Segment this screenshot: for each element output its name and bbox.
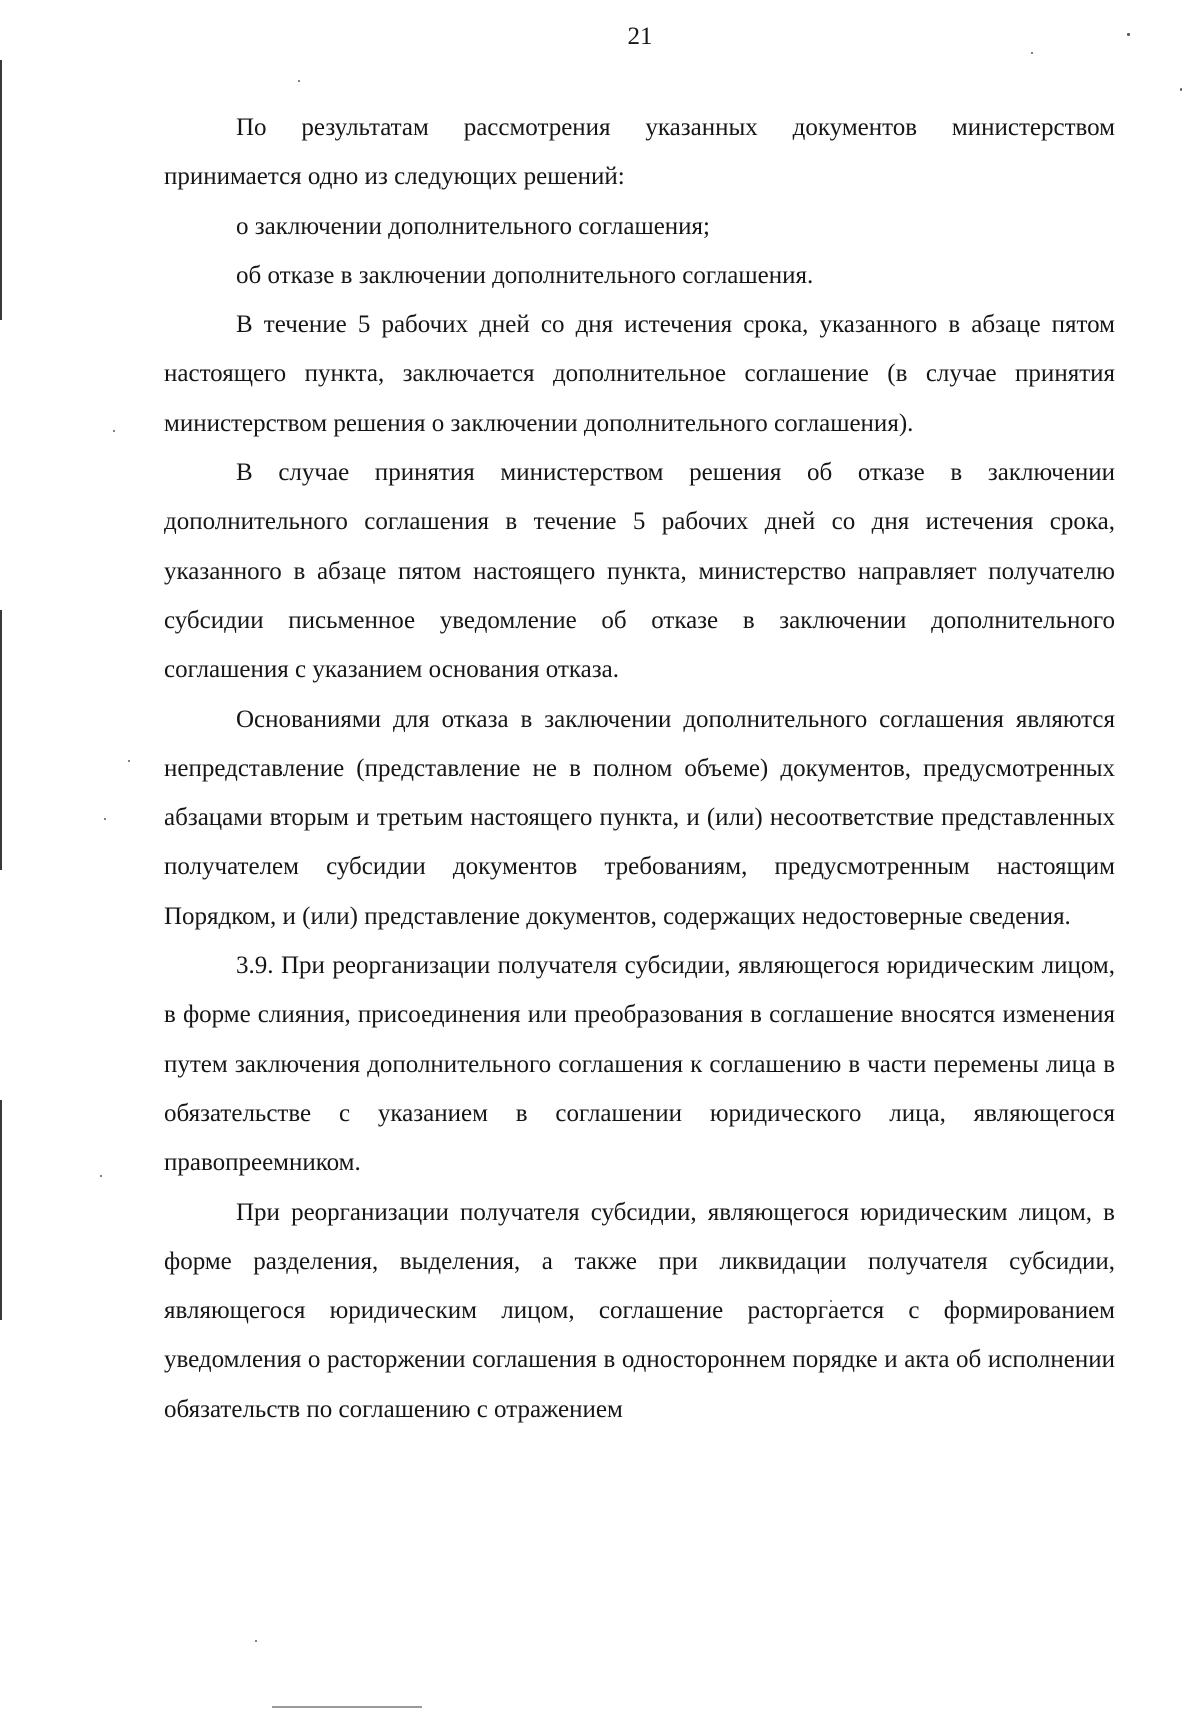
- scan-speck: [1180, 88, 1182, 91]
- scan-speck: [298, 80, 300, 82]
- page-number: 21: [627, 23, 653, 50]
- scan-speck: [255, 1640, 257, 1642]
- paragraph: В случае принятия министерством решения об отказе в заключении дополнительного соглашения в течение 5 рабочих дней со дня истечения срока, указанного в абзаце пятом настоящего пункта, министерство направляет получателю субсидии письменное уведомление об отказе в заключении дополнительного соглашения с указанием основания отказа.: [164, 459, 1115, 684]
- scan-speck: [100, 1175, 102, 1177]
- scan-speck: [1031, 52, 1033, 54]
- scan-speck: [128, 760, 130, 762]
- list-item: об отказе в заключении дополнительного соглашения.: [236, 261, 814, 289]
- paragraph: По результатам рассмотрения указанных документов министерством принимается одно из следующих решений:: [164, 114, 1115, 191]
- paragraph: Основаниями для отказа в заключении дополнительного соглашения являются непредставление (представление не в полном объеме) документов, предусмотренных абзацами вторым и третьим настоящего пункта, и (или) несоответствие представленных получателем субсидии документов требованиям, предусмотренным настоящим Порядком, и (или) представление документов, содержащих недостоверные сведения.: [164, 705, 1115, 930]
- paragraph: В течение 5 рабочих дней со дня истечения срока, указанного в абзаце пятом настоящего пункта, заключается дополнительное соглашение (в случае принятия министерством решения о заключении дополнительного соглашения).: [164, 311, 1115, 437]
- scan-left-edge-mark: [0, 60, 2, 320]
- scan-left-edge-mark: [0, 1100, 2, 1320]
- section-paragraph: 3.9. При реорганизации получателя субсидии, являющегося юридическим лицом, в форме слияния, присоединения или преобразования в соглашение вносятся изменения путем заключения дополнительного соглашения к соглашению в части перемены лица в обязательстве с указанием в соглашении юридического лица, являющегося правопреемником.: [164, 952, 1115, 1177]
- document-body: [164, 103, 1115, 1434]
- scan-speck: [113, 430, 115, 432]
- scan-left-edge-mark: [0, 610, 2, 870]
- list-item: о заключении дополнительного соглашения;: [236, 212, 710, 240]
- paragraph: При реорганизации получателя субсидии, являющегося юридическим лицом, в форме разделения, выделения, а также при ликвидации получателя субсидии, являющегося юридическим лицом, соглашение расторгается с формированием уведомления о расторжении соглашения в одностороннем порядке и акта об исполнении обязательств по соглашению с отражением: [164, 1198, 1115, 1423]
- scan-speck: [104, 818, 106, 820]
- scan-bottom-line: [272, 1706, 422, 1708]
